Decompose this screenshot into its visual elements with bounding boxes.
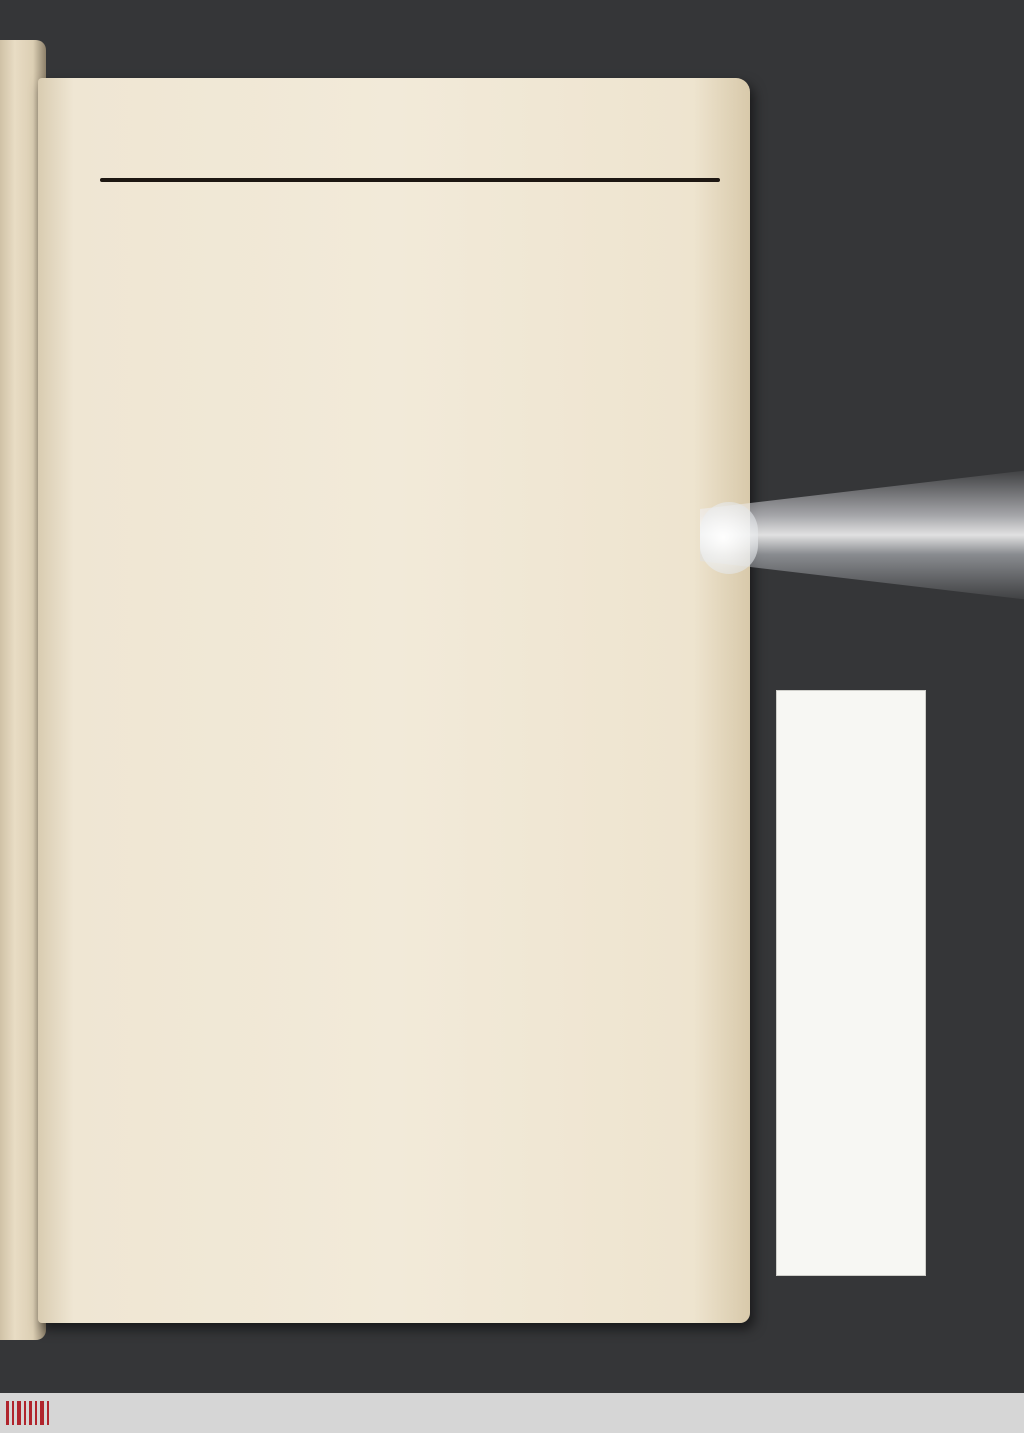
book-page [38, 78, 750, 1323]
ruler-icon [777, 691, 925, 1275]
glass-page-weight-end [700, 502, 758, 574]
scale-card [776, 690, 926, 1276]
hab-logo-icon [6, 1399, 50, 1427]
footer-bar [0, 1393, 1024, 1433]
head-rule [100, 178, 720, 182]
